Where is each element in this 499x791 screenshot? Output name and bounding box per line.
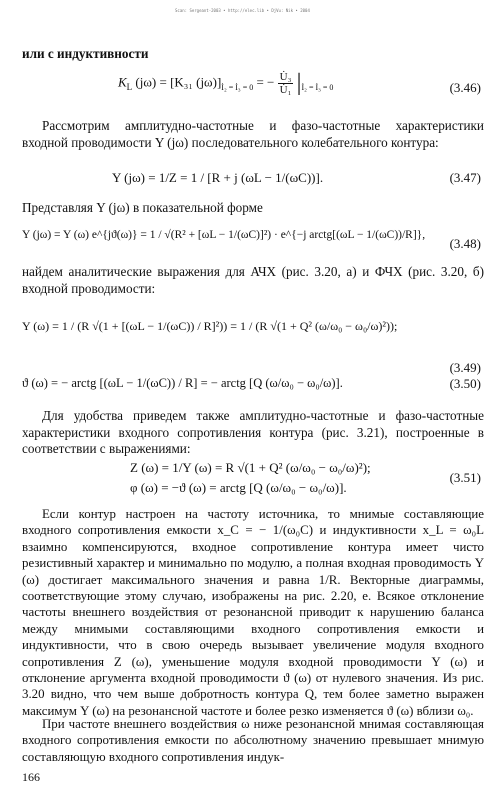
paragraph-1: Рассмотрим амплитудно-частотные и фазо-частотные характеристики входной проводимости Y (jω) последовательного колебательного контура: [22,118,484,150]
eq-349-number: (3.49) [449,360,481,375]
equation-3-50: ϑ (ω) = − arctg [(ωL − 1/(ωC)) / R] = − arctg [Q (ω/ω₀ − ω₀/ω)]. [22,376,343,390]
eq-350-number: (3.50) [449,376,481,391]
equation-3-46: $K_L$ (jω) = [K₃₁ $(j\omega)]_{İ_2 = İ_3 = 0}$ = − $\frac{\text{U̇₃}}{\text{U̇₁}}$ $|_{İ_2 = İ_3 = 0}$ [118,70,334,96]
scan-watermark: Scan: Sergeant-2003 • http://elec.lib • DjVu: Nik • 2004 [175,8,310,13]
equation-3-48: Y (jω) = Y (ω) e^{jϑ(ω)} = 1 / √(R² + [ωL − 1/(ωC)]²) · e^{−j arctg[(ωL − 1/(ωC))/R]}, [22,229,426,241]
eq-346-den: U̇₁ [279,84,292,96]
page-number: 166 [22,770,40,784]
equation-3-51b: φ (ω) = −ϑ (ω) = arctg [Q (ω/ω₀ − ω₀/ω)]. [130,480,347,495]
eq-346-cond: İ₂ = İ₃ = 0 [221,83,254,93]
paragraph-4: Для удобства приведем также амплитудно-частотные и фазо-частотные характеристики входного сопротивления контура (рис. 3.21), построенные в соответствии с выражениями: [22,408,484,457]
eq-346-num: U̇₃ [279,71,292,83]
intro-line: или с индуктивности [22,46,149,61]
paragraph-3: найдем аналитические выражения для АЧХ (рис. 3.20, а) и ФЧХ (рис. 3.20, б) входной проводимости: [22,264,484,296]
paragraph-6: При частоте внешнего воздействия ω ниже резонансной мнимая составляющая входного сопротивления емкости по абсолютному значению превышает мнимую составляющую входного сопротивления индук- [22,717,484,764]
eq-346-left: K [118,74,127,90]
eq-351-number: (3.51) [449,470,481,485]
paragraph-2: Представляя Y (jω) в показательной форме [22,200,263,215]
eq-346-fraction [278,71,294,96]
paragraph-5: Если контур настроен на частоту источника, то мнимые составляющие входного сопротивления емкости x_C = − 1/(ω₀C) и индуктивности x_L = ω₀L взаимно компенсируются, входное сопротивление контура имеет чисто резистивный характер и минимально по модулю, а полная входная проводимость Y (ω) достигает максимального значения и равна 1/R. Векторные диаграммы, соответствующие этому случаю, изображены на рис. 2.20, е. Всякое отклонение частоты внешнего воздействия от резонансной приводит к нарушению баланса между мнимыми составляющими входного сопротивления емкости и индуктивности, что в свою очередь вызывает увеличение модуля входного сопротивления Z (ω), уменьшение модуля входной проводимости Y (ω) и отклонение аргумента входной проводимости ϑ (ω) от нулевого значения. Из рис. 3.20 видно, что чем выше добротность контура Q, тем более заметно выражен максимум Y (ω) на резонансной частоте и более резко изменяется ϑ (ω) вблизи ω₀. [22,507,484,718]
equation-3-49: Y (ω) = 1 / (R √(1 + [(ωL − 1/(ωC)) / R]²)) = 1 / (R √(1 + Q² (ω/ω₀ − ω₀/ω)²)); [22,319,398,333]
equation-3-47: Y (jω) = 1/Z = 1 / [R + j (ωL − 1/(ωC))]. [112,170,324,185]
eq-347-number: (3.47) [449,170,481,185]
equation-3-51a: Z (ω) = 1/Y (ω) = R √(1 + Q² (ω/ω₀ − ω₀/ω)²); [130,460,371,475]
eq-348-number: (3.48) [449,236,481,251]
eq-346-number: (3.46) [449,80,481,95]
eq-346-tail: İ₂ = İ₃ = 0 [301,83,334,93]
eq-346-body: (jω) = [K₃₁ (jω)] [135,74,222,90]
